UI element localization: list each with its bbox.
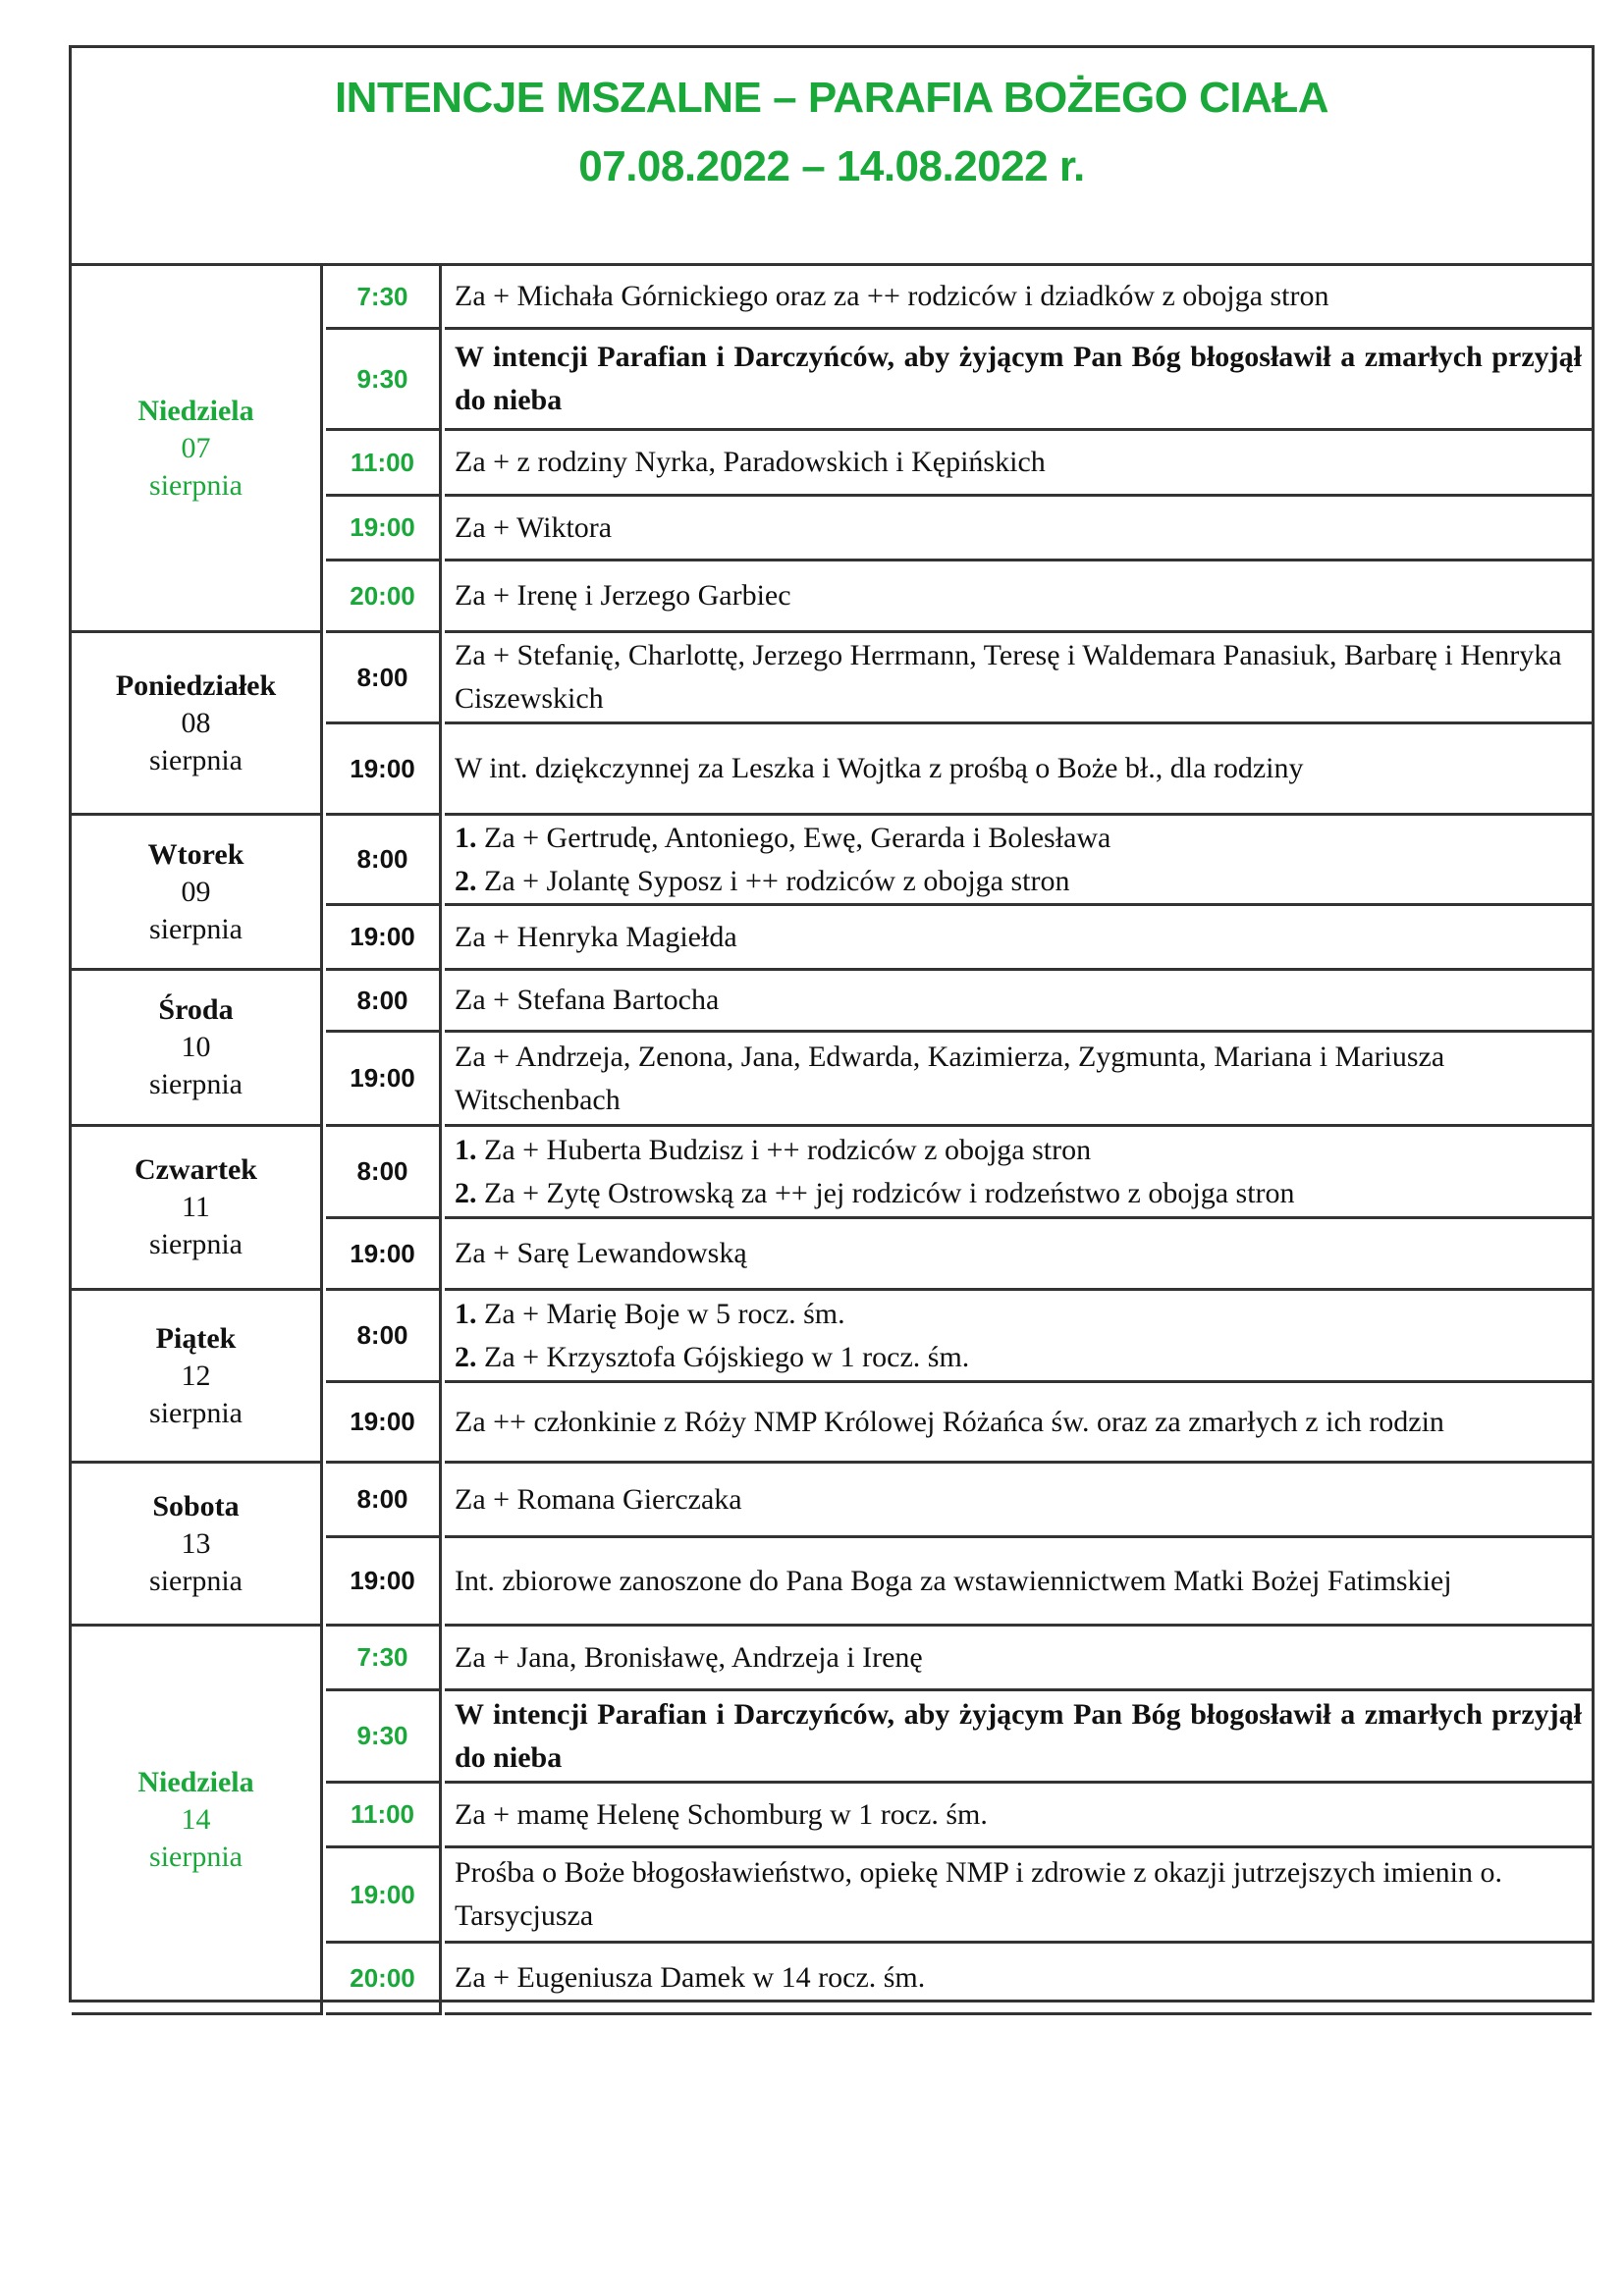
intentions-table: [72, 266, 1592, 2000]
mass-intention: [445, 1848, 1592, 1944]
intention-line: [455, 507, 1582, 550]
day-month: sierpnia: [149, 468, 243, 502]
day-month: sierpnia: [149, 912, 243, 945]
mass-intention: [445, 497, 1592, 561]
intention-number: 2.: [455, 864, 477, 897]
intention-text: Za + Irenę i Jerzego Garbiec: [455, 579, 791, 612]
intention-text: Za + Jana, Bronisławę, Andrzeja i Irenę: [455, 1640, 923, 1674]
intention-text: W int. dziękczynnej za Leszka i Wojtka z prośbą o Boże bł., dla rodziny: [455, 752, 1304, 784]
day-month: sierpnia: [149, 1396, 243, 1429]
intention-text: Za + Marię Boje w 5 rocz. śm.: [476, 1297, 845, 1330]
mass-time: 8:00: [326, 971, 442, 1033]
intention-line: [455, 1478, 1582, 1522]
mass-time: 8:00: [326, 633, 442, 724]
mass-intention: [445, 724, 1592, 816]
intention-text: Int. zbiorowe zanoszone do Pana Boga za wstawiennictwem Matki Bożej Fatimskiej: [455, 1564, 1452, 1597]
mass-intention: [445, 1383, 1592, 1464]
intention-line: [455, 441, 1582, 484]
mass-intention: [445, 1291, 1592, 1383]
intentions-document: [69, 45, 1595, 2002]
intention-line: [455, 574, 1582, 617]
intention-line: [455, 1129, 1582, 1172]
mass-time: 19:00: [326, 497, 442, 561]
intention-text: Za + Stefana Bartocha: [455, 984, 720, 1016]
intention-line: [455, 1336, 1582, 1379]
intention-text: Za + Sarę Lewandowską: [455, 1237, 747, 1269]
mass-time: 8:00: [326, 1127, 442, 1219]
intention-text: Prośba o Boże błogosławieństwo, opiekę NMP i zdrowie z okazji jutrzejszych imienin o. Tarsycjusza: [455, 1856, 1502, 1932]
day-number: 13: [181, 1526, 211, 1560]
intention-line: [455, 747, 1582, 790]
mass-time: 11:00: [326, 1784, 442, 1848]
intention-line: [455, 1560, 1582, 1603]
mass-time: 8:00: [326, 816, 442, 906]
mass-intention: [445, 1691, 1592, 1784]
mass-intention: [445, 971, 1592, 1033]
mass-intention: [445, 1127, 1592, 1219]
day-cell: [72, 1627, 323, 2015]
mass-intention: [445, 1033, 1592, 1127]
mass-time: 19:00: [326, 1033, 442, 1127]
intention-text: Za + Andrzeja, Zenona, Jana, Edwarda, Kazimierza, Zygmunta, Mariana i Mariusza Witschenbach: [455, 1040, 1445, 1116]
mass-time: 19:00: [326, 1848, 442, 1944]
intention-line: [455, 634, 1582, 721]
intention-number: 1.: [455, 1133, 477, 1166]
day-number: 09: [181, 875, 211, 908]
intention-line: [455, 1401, 1582, 1444]
mass-intention: [445, 1219, 1592, 1291]
mass-time: 19:00: [326, 1219, 442, 1291]
day-name: Środa: [158, 993, 234, 1026]
intention-line: [455, 1851, 1582, 1938]
intention-line: [455, 979, 1582, 1022]
intention-line: [455, 860, 1582, 903]
intention-text: Za + Zytę Ostrowską za ++ jej rodziców i rodzeństwo z obojga stron: [476, 1176, 1295, 1209]
day-month: sierpnia: [149, 743, 243, 776]
day-cell: [72, 816, 323, 971]
day-name: Czwartek: [135, 1153, 257, 1186]
intention-text: Za + z rodziny Nyrka, Paradowskich i Kępińskich: [455, 446, 1046, 478]
day-cell: [72, 266, 323, 633]
day-number: 08: [181, 706, 211, 739]
intention-text: Za + mamę Helenę Schomburg w 1 rocz. śm.: [455, 1797, 988, 1831]
mass-intention: [445, 1784, 1592, 1848]
day-number: 14: [181, 1802, 211, 1836]
mass-time: 19:00: [326, 1383, 442, 1464]
mass-intention: [445, 633, 1592, 724]
intention-text: Za + Michała Górnickiego oraz za ++ rodziców i dziadków z obojga stron: [455, 280, 1329, 312]
intention-text: Za + Romana Gierczaka: [455, 1482, 742, 1516]
intention-text: Za + Jolantę Syposz i ++ rodziców z obojga stron: [476, 864, 1070, 897]
intention-line: [455, 916, 1582, 959]
mass-intention: [445, 1538, 1592, 1627]
intention-number: 2.: [455, 1340, 477, 1373]
mass-intention: [445, 906, 1592, 971]
intention-line: [455, 1793, 1582, 1837]
day-name: Piątek: [155, 1321, 237, 1355]
intention-line: [455, 1956, 1582, 2000]
day-cell: [72, 1127, 323, 1291]
day-name: Niedziela: [137, 1765, 254, 1798]
intention-number: 1.: [455, 821, 477, 854]
day-name: Sobota: [152, 1489, 240, 1522]
day-name: Niedziela: [137, 394, 254, 427]
intention-text: Za + Stefanię, Charlottę, Jerzego Herrmann, Teresę i Waldemara Panasiuk, Barbarę i Henryka Ciszewskich: [455, 639, 1562, 715]
intention-number: 1.: [455, 1297, 477, 1330]
intention-text: W intencji Parafian i Darczyńców, aby żyjącym Pan Bóg błogosławił a zmarłych przyjął do nieba: [455, 1697, 1582, 1774]
day-cell: [72, 1464, 323, 1627]
day-month: sierpnia: [149, 1228, 243, 1260]
day-name: Wtorek: [147, 837, 244, 871]
intention-text: Za + Huberta Budzisz i ++ rodziców z obojga stron: [476, 1133, 1092, 1166]
day-month: sierpnia: [149, 1564, 243, 1597]
mass-time: 9:30: [326, 330, 442, 431]
mass-time: 20:00: [326, 561, 442, 633]
document-header: [72, 48, 1592, 263]
day-cell: [72, 633, 323, 816]
mass-intention: [445, 561, 1592, 633]
day-month: sierpnia: [149, 1840, 243, 1873]
mass-time: 19:00: [326, 1538, 442, 1627]
day-month: sierpnia: [149, 1068, 243, 1100]
intention-line: [455, 817, 1582, 860]
mass-intention: [445, 816, 1592, 906]
mass-time: 19:00: [326, 724, 442, 816]
intention-text: Za + Henryka Magiełda: [455, 920, 737, 953]
mass-time: 7:30: [326, 266, 442, 330]
intention-text: W intencji Parafian i Darczyńców, aby żyjącym Pan Bóg błogosławił a zmarłych przyjął do nieba: [455, 341, 1582, 416]
day-cell: [72, 1291, 323, 1464]
day-number: 10: [181, 1031, 211, 1063]
intention-text: Za + Wiktora: [455, 510, 613, 544]
mass-intention: [445, 1627, 1592, 1691]
mass-time: 20:00: [326, 1944, 442, 2015]
mass-time: 19:00: [326, 906, 442, 971]
intention-text: Za + Eugeniusza Damek w 14 rocz. śm.: [455, 1961, 926, 1994]
mass-time: 8:00: [326, 1291, 442, 1383]
intention-text: Za ++ członkinie z Róży NMP Królowej Różańca św. oraz za zmarłych z ich rodzin: [455, 1405, 1444, 1438]
day-number: 12: [181, 1359, 211, 1392]
document-title: INTENCJE MSZALNE – PARAFIA BOŻEGO CIAŁA: [334, 74, 1329, 122]
day-number: 11: [182, 1191, 210, 1223]
mass-intention: [445, 431, 1592, 497]
mass-intention: [445, 266, 1592, 330]
mass-time: 9:30: [326, 1691, 442, 1784]
intention-number: 2.: [455, 1176, 477, 1209]
intention-line: [455, 275, 1582, 318]
document-date-range: 07.08.2022 – 14.08.2022 r.: [578, 142, 1085, 190]
intention-line: [455, 1172, 1582, 1215]
mass-intention: [445, 330, 1592, 431]
day-number: 07: [181, 431, 211, 464]
intention-line: [455, 336, 1582, 422]
mass-time: 7:30: [326, 1627, 442, 1691]
intention-line: [455, 1036, 1582, 1122]
intention-text: Za + Gertrudę, Antoniego, Ewę, Gerarda i Bolesława: [476, 821, 1111, 854]
day-name: Poniedziałek: [115, 668, 277, 702]
intention-text: Za + Krzysztofa Gójskiego w 1 rocz. śm.: [476, 1340, 970, 1373]
mass-intention: [445, 1464, 1592, 1538]
day-cell: [72, 971, 323, 1127]
intention-line: [455, 1636, 1582, 1680]
mass-intention: [445, 1944, 1592, 2015]
mass-time: 11:00: [326, 431, 442, 497]
intention-line: [455, 1232, 1582, 1275]
mass-time: 8:00: [326, 1464, 442, 1538]
intention-line: [455, 1293, 1582, 1336]
intention-line: [455, 1693, 1582, 1780]
